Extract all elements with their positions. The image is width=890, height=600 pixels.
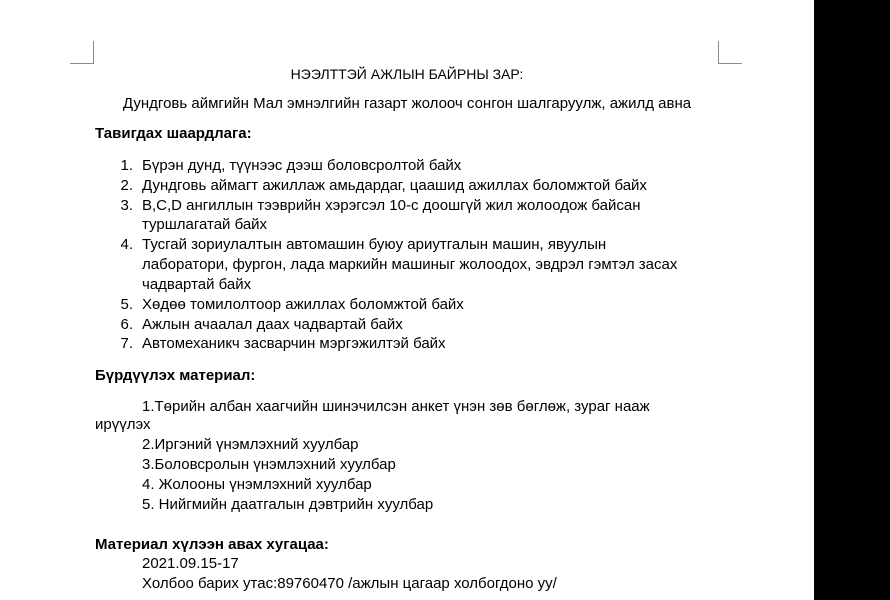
materials-heading: Бүрдүүлэх материал:	[95, 367, 256, 384]
crop-mark-left	[70, 41, 94, 64]
list-number: 6.	[120, 316, 133, 333]
list-item: B,C,D ангиллын тээврийн хэрэгсэл 10-с доошгүй жил жолоодож байсан	[142, 197, 641, 214]
list-number: 2.	[120, 177, 133, 194]
list-number: 7.	[120, 335, 133, 352]
list-item-continuation: чадвартай байх	[142, 276, 252, 293]
crop-mark-right	[718, 41, 742, 64]
list-number: 4.	[120, 236, 133, 253]
list-item-continuation: лаборатори, фургон, лада маркийн машиныг жолоодох, эвдрэл гэмтэл засах	[142, 256, 678, 273]
list-number: 1.	[120, 157, 133, 174]
material-item: 2.Иргэний үнэмлэхний хуулбар	[142, 436, 359, 453]
contact-phone: Холбоо барих утас:89760470 /ажлын цагаар холбогдоно уу/	[142, 575, 557, 592]
material-item: 4. Жолооны үнэмлэхний хуулбар	[142, 476, 372, 493]
deadline-dates: 2021.09.15-17	[142, 555, 239, 572]
list-number: 3.	[120, 197, 133, 214]
document-title: НЭЭЛТТЭЙ АЖЛЫН БАЙРНЫ ЗАР:	[290, 66, 524, 82]
window-edge-panel	[814, 0, 890, 600]
material-item: 1.Төрийн албан хаагчийн шинэчилсэн анкет үнэн зөв бөглөж, зураг нааж	[142, 398, 650, 415]
deadline-heading: Материал хүлээн авах хугацаа:	[95, 536, 329, 553]
material-item-continuation: ирүүлэх	[95, 416, 151, 433]
list-item: Хөдөө томилолтоор ажиллах боломжтой байх	[142, 296, 464, 313]
material-item: 5. Нийгмийн даатгалын дэвтрийн хуулбар	[142, 496, 434, 513]
list-item: Ажлын ачаалал даах чадвартай байх	[142, 316, 403, 333]
material-item: 3.Боловсролын үнэмлэхний хуулбар	[142, 456, 396, 473]
list-number: 5.	[120, 296, 133, 313]
list-item: Дундговь аймагт ажиллаж амьдардаг, цаашид ажиллах боломжтой байх	[142, 177, 647, 194]
list-item: Автомеханикч засварчин мэргэжилтэй байх	[142, 335, 446, 352]
list-item: Бүрэн дунд, түүнээс дээш боловсролтой байх	[142, 157, 462, 174]
intro-text: Дундговь аймгийн Мал эмнэлгийн газарт жолооч сонгон шалгаруулж, ажилд авна	[122, 95, 692, 112]
list-item: Тусгай зориулалтын автомашин буюу ариутгалын машин, явуулын	[142, 236, 607, 253]
list-item-continuation: туршлагатай байх	[142, 216, 268, 233]
requirements-heading: Тавигдах шаардлага:	[95, 125, 252, 142]
